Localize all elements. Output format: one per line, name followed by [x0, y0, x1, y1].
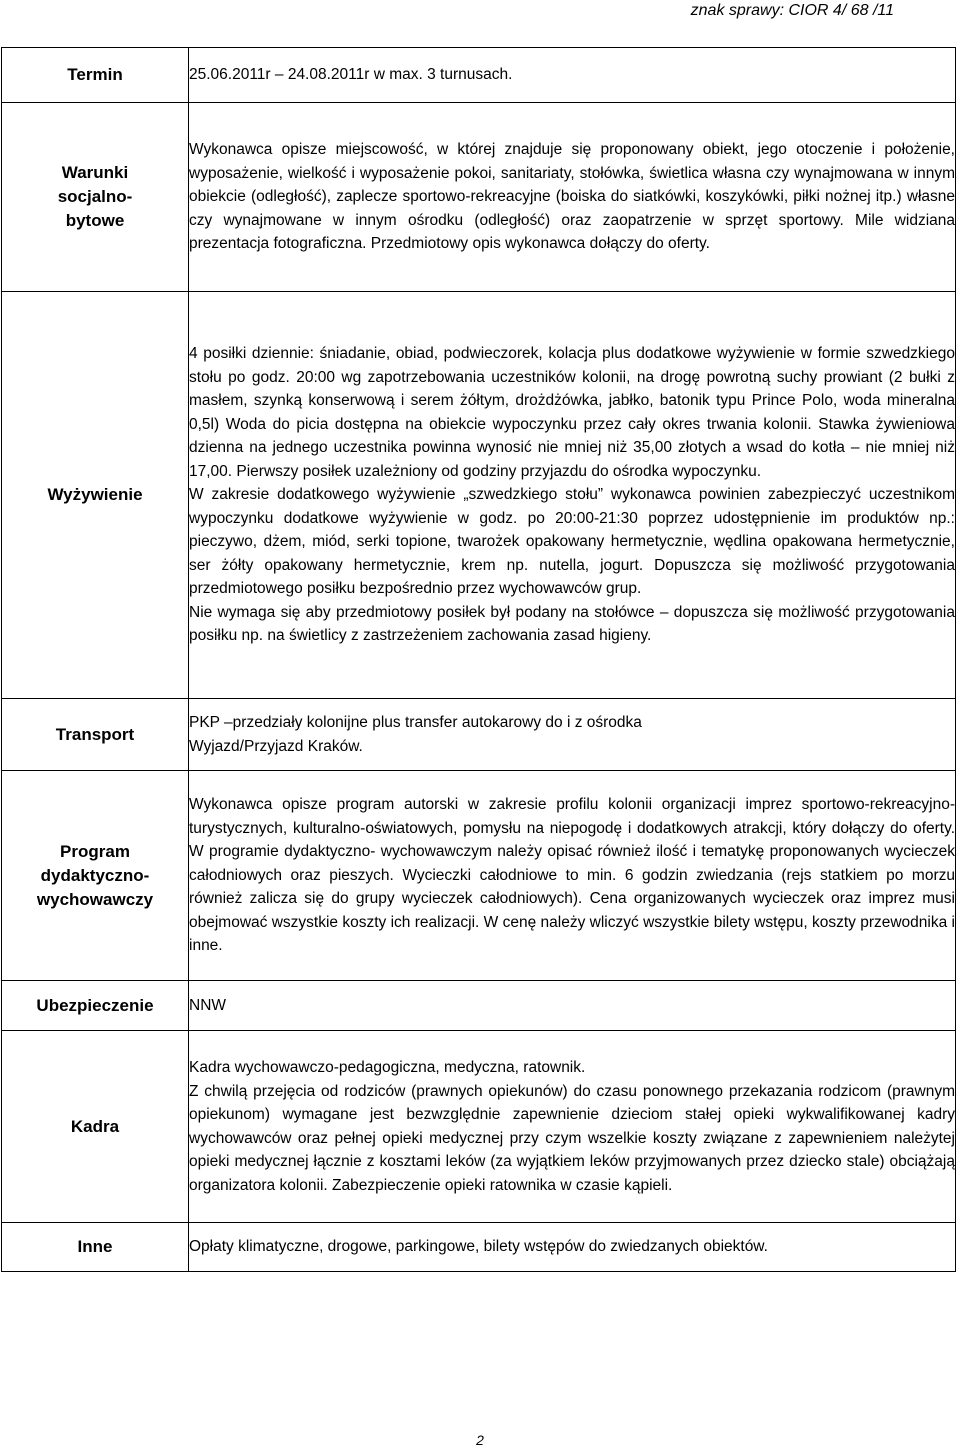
row-content-ubezpieczenie: [189, 981, 956, 1031]
wyzywienie-paragraph-2: W zakresie dodatkowego wyżywienie „szwedzkiego stołu” wykonawca powinien zabezpieczyć uczestnikom wypoczynku dodatkowe wyżywienie w godz. po 20:00-21:30 poprzez udostępnienie im produktów np.: pieczywo, dżem, miód, serki topione, twarożek opakowany hermetycznie, wędlina opakowana hermetycznie, ser żółty opakowany hermetycznie, krem np. nutella, jogurt. Dopuszcza się możliwość przygotowania przedmiotowego posiłku bezpośrednio przez wychowawców grup.: [189, 486, 955, 598]
table-row-termin: [2, 48, 956, 103]
inne-text: Opłaty klimatyczne, drogowe, parkingowe, bilety wstępów do zwiedzanych obiektów.: [189, 1238, 768, 1256]
transport-line-2: Wyjazd/Przyjazd Kraków.: [189, 737, 363, 755]
ubezpieczenie-text: NNW: [189, 996, 227, 1014]
row-content-warunki: [189, 103, 956, 292]
table-row-warunki: [2, 103, 956, 292]
table-row-inne: [2, 1223, 956, 1272]
row-content-inne: [189, 1223, 956, 1272]
row-content-kadra: [189, 1031, 956, 1223]
program-text: Wykonawca opisze program autorski w zakresie profilu kolonii organizacji imprez sportowo-rekreacyjno-turystycznych, kulturalno-oświatowych, pomysłu na niepogodę i dodatkowych atrakcji, który dołączy do oferty. W programie dydaktyczno- wychowawczym należy opisać również ilość i tematykę proponowanych wycieczek całodniowych oraz pieszych. Wycieczki całodniowe to min. 6 godzin zwiedzania (rejs statkiem po morzu również zalicza się do grupy wycieczek całodniowych). Cena organizowanych wycieczek oraz imprez musi obejmować wszystkie koszty ich realizacji. W cenę należy wliczyć wszystkie bilety wstępu, koszty przewodnika i inne.: [189, 796, 955, 955]
row-label-inne: Inne: [2, 1223, 189, 1272]
row-label-ubezpieczenie: Ubezpieczenie: [2, 981, 189, 1031]
table-row-ubezpieczenie: [2, 981, 956, 1031]
row-label-termin: Termin: [2, 48, 189, 103]
termin-text: 25.06.2011r – 24.08.2011r w max. 3 turnusach.: [189, 66, 513, 84]
kadra-line-1: Kadra wychowawczo-pedagogiczna, medyczna, ratownik.: [189, 1059, 586, 1076]
row-label-warunki: Warunki socjalno-bytowe: [2, 103, 189, 292]
wyzywienie-paragraph-1: 4 posiłki dziennie: śniadanie, obiad, podwieczorek, kolacja plus dodatkowe wyżywienie w formie szwedzkiego stołu po godz. 20:00 wg zapotrzebowania uczestników kolonii, na drogę powrotną suchy prowiant (2 bułki z masłem, szynką konserwową i serem żółtym, drożdżówka, jabłko, batonik typu Prince Polo, woda mineralna 0,5l) Woda do picia dostępna na obiekcie wypoczynku przez cały okres trwania kolonii. Stawka żywieniowa dzienna na jednego uczestnika powinna wynosić nie mniej niż 35,00 złotych a wsad do kotła – nie mniej niż 17,00. Pierwszy posiłek uzależniony od godziny przyjazdu do ośrodka wypoczynku.: [189, 345, 955, 480]
table-row-wyzywienie: [2, 292, 956, 699]
row-content-wyzywienie: [189, 292, 956, 699]
row-content-program: [189, 771, 956, 981]
case-reference: znak sprawy: CIOR 4/ 68 /11: [690, 2, 894, 19]
table-row-program: [2, 771, 956, 981]
row-content-termin: [189, 48, 956, 103]
specification-table: [1, 47, 956, 1272]
kadra-paragraph-2: Z chwilą przejęcia od rodziców (prawnych opiekunów) do czasu ponownego przekazania rodzicom (prawnym opiekunom) wymagane jest bezwzględnie zapewnienie dzieciom stałej opieki wykwalifikowanej kadry wychowawców oraz pełnej opieki medycznej przy czym wszelkie koszty związane z zapewnieniem należytej opieki medycznej łącznie z kosztami leków (za wyjątkiem leków przyjmowanych przez dziecko stale) obciążają organizatora kolonii. Zabezpieczenie opieki ratownika w czasie kąpieli.: [189, 1082, 955, 1194]
row-label-kadra: Kadra: [2, 1031, 189, 1223]
wyzywienie-paragraph-3: Nie wymaga się aby przedmiotowy posiłek był podany na stołówce – dopuszcza się możliwość przygotowania posiłku np. na świetlicy z zastrzeżeniem zachowania zasad higieny.: [189, 603, 955, 645]
warunki-text: Wykonawca opisze miejscowość, w której znajduje się proponowany obiekt, jego otoczenie i położenie, wyposażenie, wielkość i wyposażenie pokoi, sanitariaty, stołówka, świetlica własna czy wynajmowana w innym obiekcie (odległość), zaplecze sportowo-rekreacyjne (boiska do siatkówki, koszykówki, piłki nożnej itp.) własne czy wynajmowane w innym ośrodku (odległość) oraz zaopatrzenie w sprzęt sportowy. Mile widziana prezentacja fotograficzna. Przedmiotowy opis wykonawca dołączy do oferty.: [189, 141, 955, 253]
page-number: 2: [476, 1432, 484, 1448]
row-content-transport: [189, 699, 956, 771]
table-row-kadra: [2, 1031, 956, 1223]
row-label-wyzywienie: Wyżywienie: [2, 292, 189, 699]
transport-line-1: PKP –przedziały kolonijne plus transfer autokarowy do i z ośrodka: [189, 714, 642, 731]
row-label-transport: Transport: [2, 699, 189, 771]
table-row-transport: [2, 699, 956, 771]
row-label-program: Program dydaktyczno-wychowawczy: [2, 771, 189, 981]
